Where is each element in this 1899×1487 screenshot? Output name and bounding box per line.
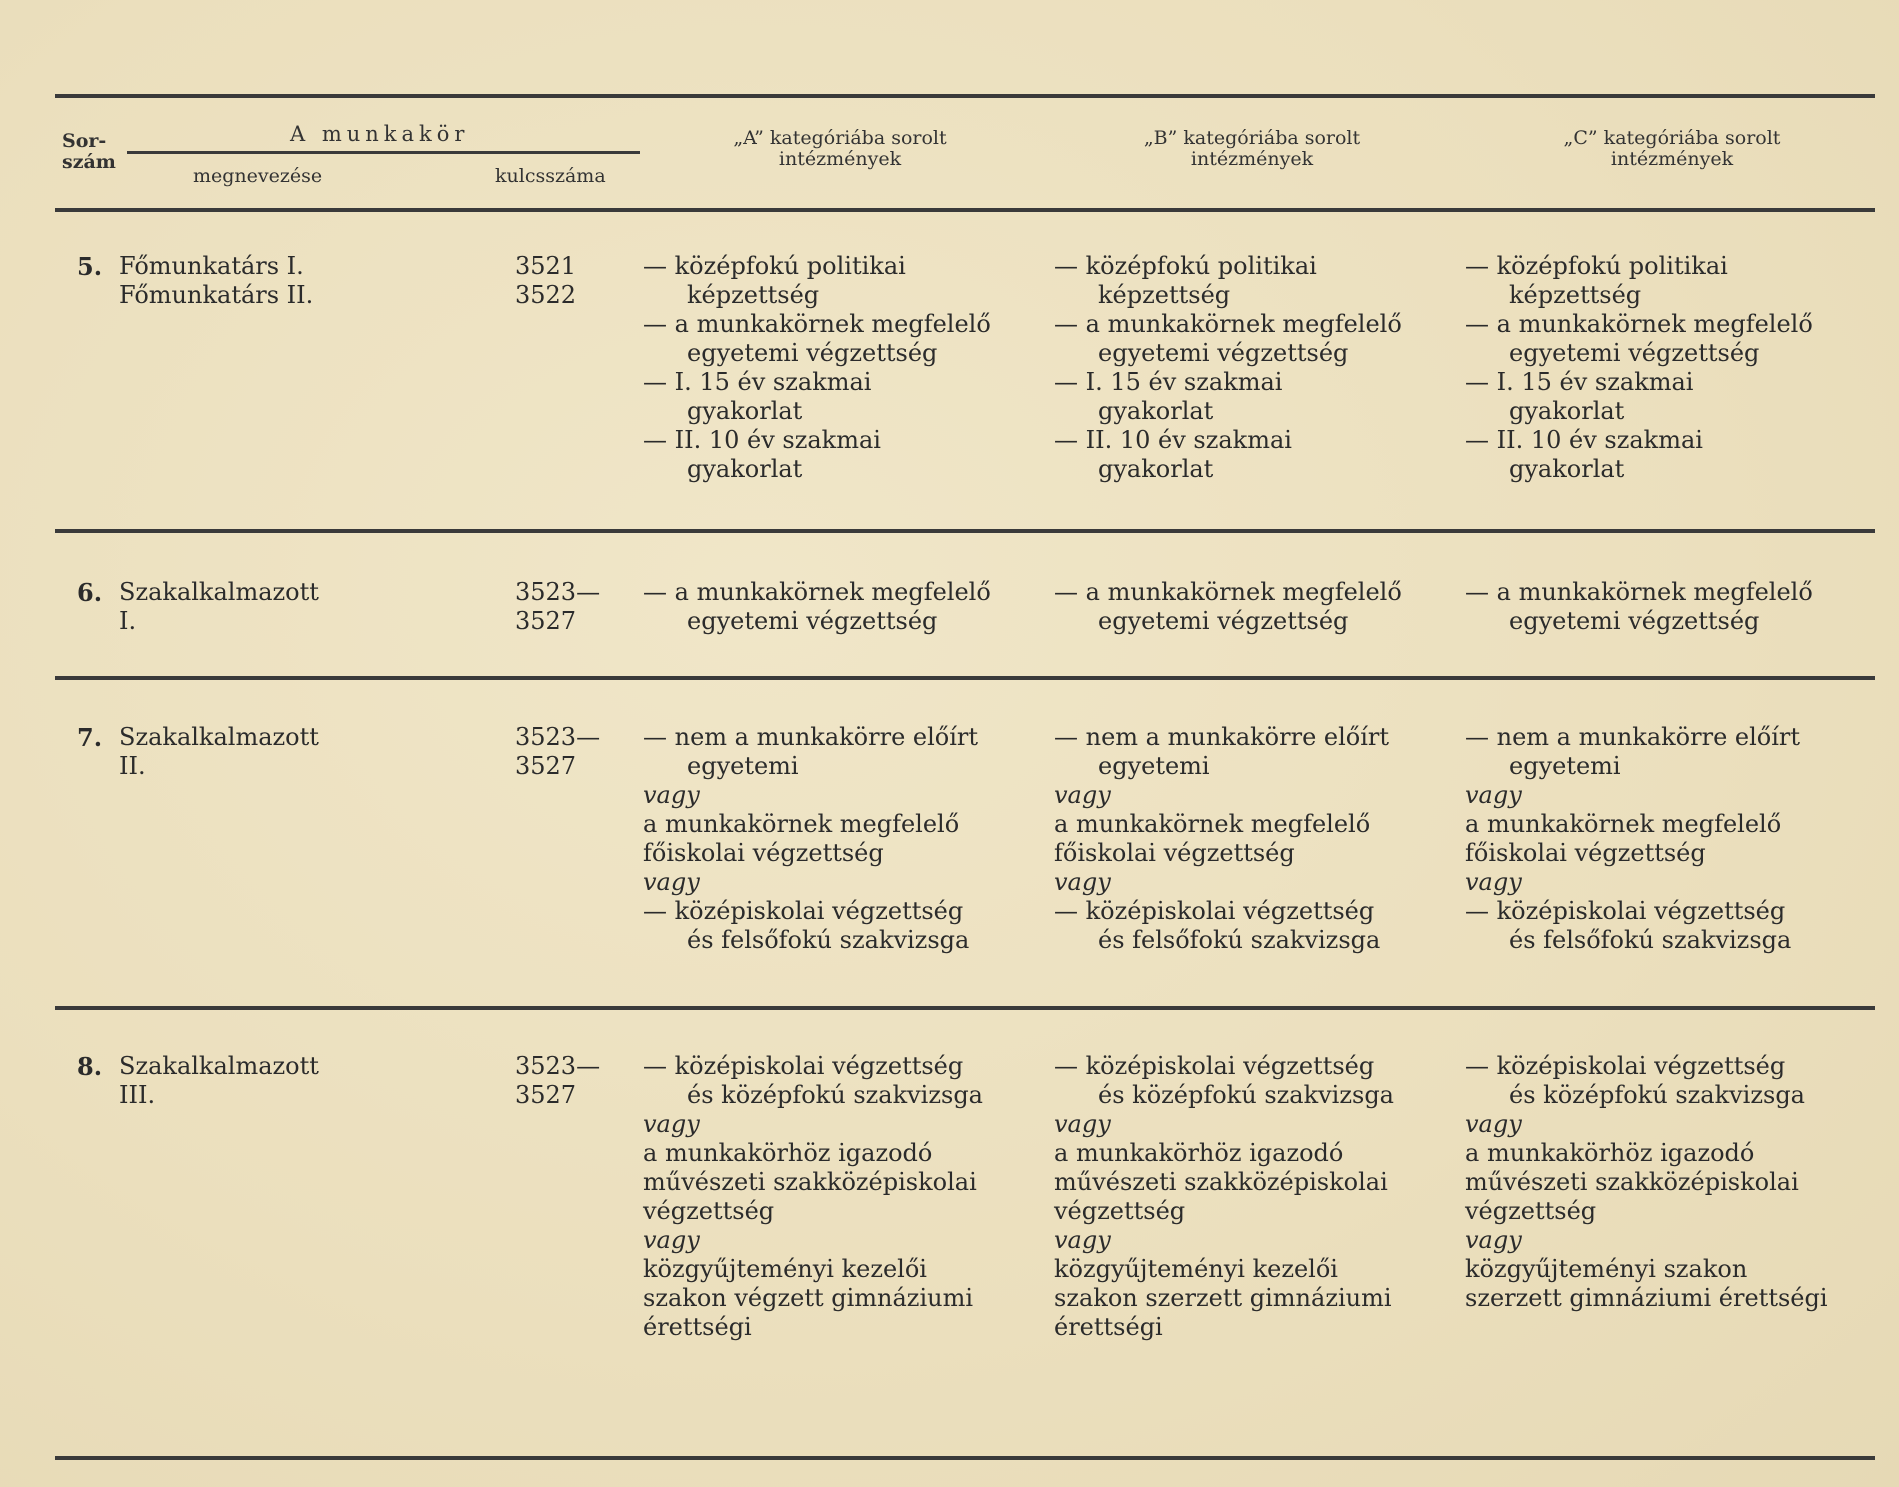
requirement-line: — I. 15 év szakmai: [643, 368, 872, 396]
requirement-line: végzettség: [643, 1197, 775, 1225]
requirement-line: és középfokú szakvizsga: [1098, 1081, 1394, 1109]
job-title: [119, 578, 319, 636]
requirements-category-c: [1465, 578, 1875, 636]
requirement-line: és középfokú szakvizsga: [1509, 1081, 1805, 1109]
requirement-line: gyakorlat: [1098, 397, 1214, 425]
requirements-category-c: [1465, 1052, 1875, 1313]
job-title-line: II.: [119, 752, 146, 780]
job-code: [515, 1052, 605, 1110]
header-bottom-rule: [55, 208, 1875, 212]
header-col-b-line1: „B” kategóriába sorolt: [1143, 127, 1361, 149]
row-divider: [55, 1006, 1875, 1010]
requirements-category-c: [1465, 252, 1875, 484]
requirement-line: vagy: [643, 1110, 700, 1138]
requirement-line: — I. 15 év szakmai: [1465, 368, 1694, 396]
requirement-line: közgyűjteményi kezelői: [1054, 1255, 1338, 1283]
job-title: [119, 1052, 319, 1110]
requirement-line: — a munkakörnek megfelelő: [1054, 578, 1402, 606]
requirement-line: vagy: [643, 1226, 700, 1254]
requirement-line: a munkakörnek megfelelő: [1465, 810, 1782, 838]
requirement-line: végzettség: [1465, 1197, 1597, 1225]
requirements-category-b: [1054, 723, 1454, 955]
requirement-line: egyetemi: [1509, 752, 1621, 780]
requirement-line: — középiskolai végzettség: [1054, 1052, 1375, 1080]
header-sor: [62, 131, 116, 173]
requirement-line: — II. 10 év szakmai: [643, 426, 881, 454]
requirement-line: — a munkakörnek megfelelő: [1465, 578, 1813, 606]
job-code: [515, 723, 605, 781]
requirement-line: vagy: [1465, 781, 1522, 809]
row-number: 8.: [77, 1052, 103, 1081]
requirement-line: érettségi: [1054, 1313, 1163, 1341]
requirement-line: a munkakörhöz igazodó: [1054, 1139, 1344, 1167]
requirement-line: — II. 10 év szakmai: [1054, 426, 1292, 454]
requirement-line: főiskolai végzettség: [1054, 839, 1295, 867]
job-code-line: 3521: [515, 252, 577, 280]
requirement-line: szakon szerzett gimnáziumi: [1054, 1284, 1392, 1312]
requirement-line: közgyűjteményi szakon: [1465, 1255, 1748, 1283]
header-munkakor: A munkakör: [290, 122, 470, 146]
top-rule: [55, 94, 1875, 98]
requirement-line: a munkakörnek megfelelő: [643, 810, 960, 838]
requirement-line: vagy: [1054, 781, 1111, 809]
requirement-line: főiskolai végzettség: [643, 839, 884, 867]
job-title: [119, 252, 313, 310]
requirement-line: és felsőfokú szakvizsga: [1098, 926, 1381, 954]
requirement-line: és középfokú szakvizsga: [687, 1081, 983, 1109]
header-sor-line2: szám: [62, 151, 116, 173]
header-col-a: [680, 128, 1000, 170]
job-title-line: Főmunkatárs I.: [119, 252, 304, 280]
requirement-line: — középiskolai végzettség: [643, 1052, 964, 1080]
job-code-line: 3523—: [515, 578, 601, 606]
requirement-line: — a munkakörnek megfelelő: [1465, 310, 1813, 338]
requirement-line: érettségi: [643, 1313, 752, 1341]
header-col-a-line1: „A” kategóriába sorolt: [733, 127, 947, 149]
row-number: 6.: [77, 578, 103, 607]
job-title-line: Szakalkalmazott: [119, 723, 319, 751]
job-code-line: 3523—: [515, 723, 601, 751]
requirement-line: vagy: [643, 781, 700, 809]
job-title: [119, 723, 319, 781]
requirement-line: egyetemi végzettség: [1509, 339, 1760, 367]
requirement-line: gyakorlat: [687, 397, 803, 425]
requirement-line: — középiskolai végzettség: [643, 897, 964, 925]
requirement-line: gyakorlat: [687, 455, 803, 483]
requirement-line: és felsőfokú szakvizsga: [1509, 926, 1792, 954]
header-subline: [127, 151, 640, 154]
requirement-line: — középiskolai végzettség: [1054, 897, 1375, 925]
requirement-line: egyetemi végzettség: [687, 339, 938, 367]
requirement-line: — nem a munkakörre előírt: [643, 723, 979, 751]
requirement-line: vagy: [1054, 1226, 1111, 1254]
row-divider: [55, 676, 1875, 680]
requirement-line: egyetemi végzettség: [687, 607, 938, 635]
requirement-line: szerzett gimnáziumi érettségi: [1465, 1284, 1828, 1312]
requirement-line: vagy: [1054, 868, 1111, 896]
header-col-b: [1092, 128, 1412, 170]
requirement-line: egyetemi végzettség: [1509, 607, 1760, 635]
requirement-line: — a munkakörnek megfelelő: [643, 310, 991, 338]
requirements-category-a: [643, 1052, 1043, 1342]
requirement-line: vagy: [1465, 1226, 1522, 1254]
header-col-b-line2: intézmények: [1190, 148, 1314, 170]
job-title-line: Szakalkalmazott: [119, 578, 319, 606]
requirements-category-c: [1465, 723, 1875, 955]
requirement-line: művészeti szakközépiskolai: [643, 1168, 977, 1196]
header-col-a-line2: intézmények: [778, 148, 902, 170]
requirement-line: egyetemi: [1098, 752, 1210, 780]
job-title-line: III.: [119, 1081, 156, 1109]
requirement-line: — a munkakörnek megfelelő: [643, 578, 991, 606]
bottom-rule: [55, 1456, 1875, 1460]
job-title-line: Főmunkatárs II.: [119, 281, 314, 309]
requirement-line: végzettség: [1054, 1197, 1186, 1225]
requirement-line: a munkakörhöz igazodó: [643, 1139, 933, 1167]
requirement-line: képzettség: [1098, 281, 1231, 309]
header-kulcsszama: kulcsszáma: [495, 165, 606, 187]
requirements-category-a: [643, 252, 1043, 484]
requirement-line: — nem a munkakörre előírt: [1054, 723, 1390, 751]
header-col-c: [1512, 128, 1832, 170]
requirement-line: — középfokú politikai: [1465, 252, 1728, 280]
row-number: 7.: [77, 723, 103, 752]
job-code-line: 3522: [515, 281, 577, 309]
requirement-line: — nem a munkakörre előírt: [1465, 723, 1801, 751]
requirement-line: művészeti szakközépiskolai: [1465, 1168, 1799, 1196]
job-code-line: 3527: [515, 607, 577, 635]
requirement-line: a munkakörhöz igazodó: [1465, 1139, 1755, 1167]
requirement-line: egyetemi végzettség: [1098, 339, 1349, 367]
job-code: [515, 252, 605, 310]
requirement-line: vagy: [1054, 1110, 1111, 1138]
header-col-c-line1: „C” kategóriába sorolt: [1563, 127, 1781, 149]
requirement-line: főiskolai végzettség: [1465, 839, 1706, 867]
job-code-line: 3523—: [515, 1052, 601, 1080]
requirements-category-a: [643, 723, 1043, 955]
requirement-line: a munkakörnek megfelelő: [1054, 810, 1371, 838]
job-code-line: 3527: [515, 752, 577, 780]
requirement-line: egyetemi végzettség: [1098, 607, 1349, 635]
requirement-line: — II. 10 év szakmai: [1465, 426, 1703, 454]
requirement-line: gyakorlat: [1509, 397, 1625, 425]
job-code: [515, 578, 605, 636]
requirement-line: vagy: [1465, 1110, 1522, 1138]
row-number: 5.: [77, 252, 103, 281]
header-col-c-line2: intézmények: [1610, 148, 1734, 170]
requirement-line: vagy: [1465, 868, 1522, 896]
requirement-line: gyakorlat: [1509, 455, 1625, 483]
job-code-line: 3527: [515, 1081, 577, 1109]
requirement-line: — a munkakörnek megfelelő: [1054, 310, 1402, 338]
requirements-category-b: [1054, 252, 1454, 484]
requirement-line: közgyűjteményi kezelői: [643, 1255, 927, 1283]
requirements-category-b: [1054, 1052, 1454, 1342]
requirement-line: szakon végzett gimnáziumi: [643, 1284, 974, 1312]
row-divider: [55, 529, 1875, 533]
header-sor-line1: Sor-: [62, 130, 107, 152]
requirements-category-b: [1054, 578, 1454, 636]
requirement-line: egyetemi: [687, 752, 799, 780]
requirement-line: — középfokú politikai: [643, 252, 906, 280]
requirement-line: — középiskolai végzettség: [1465, 1052, 1786, 1080]
requirement-line: — középfokú politikai: [1054, 252, 1317, 280]
requirement-line: — középiskolai végzettség: [1465, 897, 1786, 925]
job-title-line: Szakalkalmazott: [119, 1052, 319, 1080]
requirement-line: képzettség: [687, 281, 820, 309]
requirement-line: — I. 15 év szakmai: [1054, 368, 1283, 396]
requirement-line: gyakorlat: [1098, 455, 1214, 483]
requirement-line: és felsőfokú szakvizsga: [687, 926, 970, 954]
requirement-line: vagy: [643, 868, 700, 896]
header-megnevezese: megnevezése: [193, 165, 323, 187]
requirement-line: képzettség: [1509, 281, 1642, 309]
requirements-category-a: [643, 578, 1043, 636]
requirement-line: művészeti szakközépiskolai: [1054, 1168, 1388, 1196]
job-title-line: I.: [119, 607, 137, 635]
